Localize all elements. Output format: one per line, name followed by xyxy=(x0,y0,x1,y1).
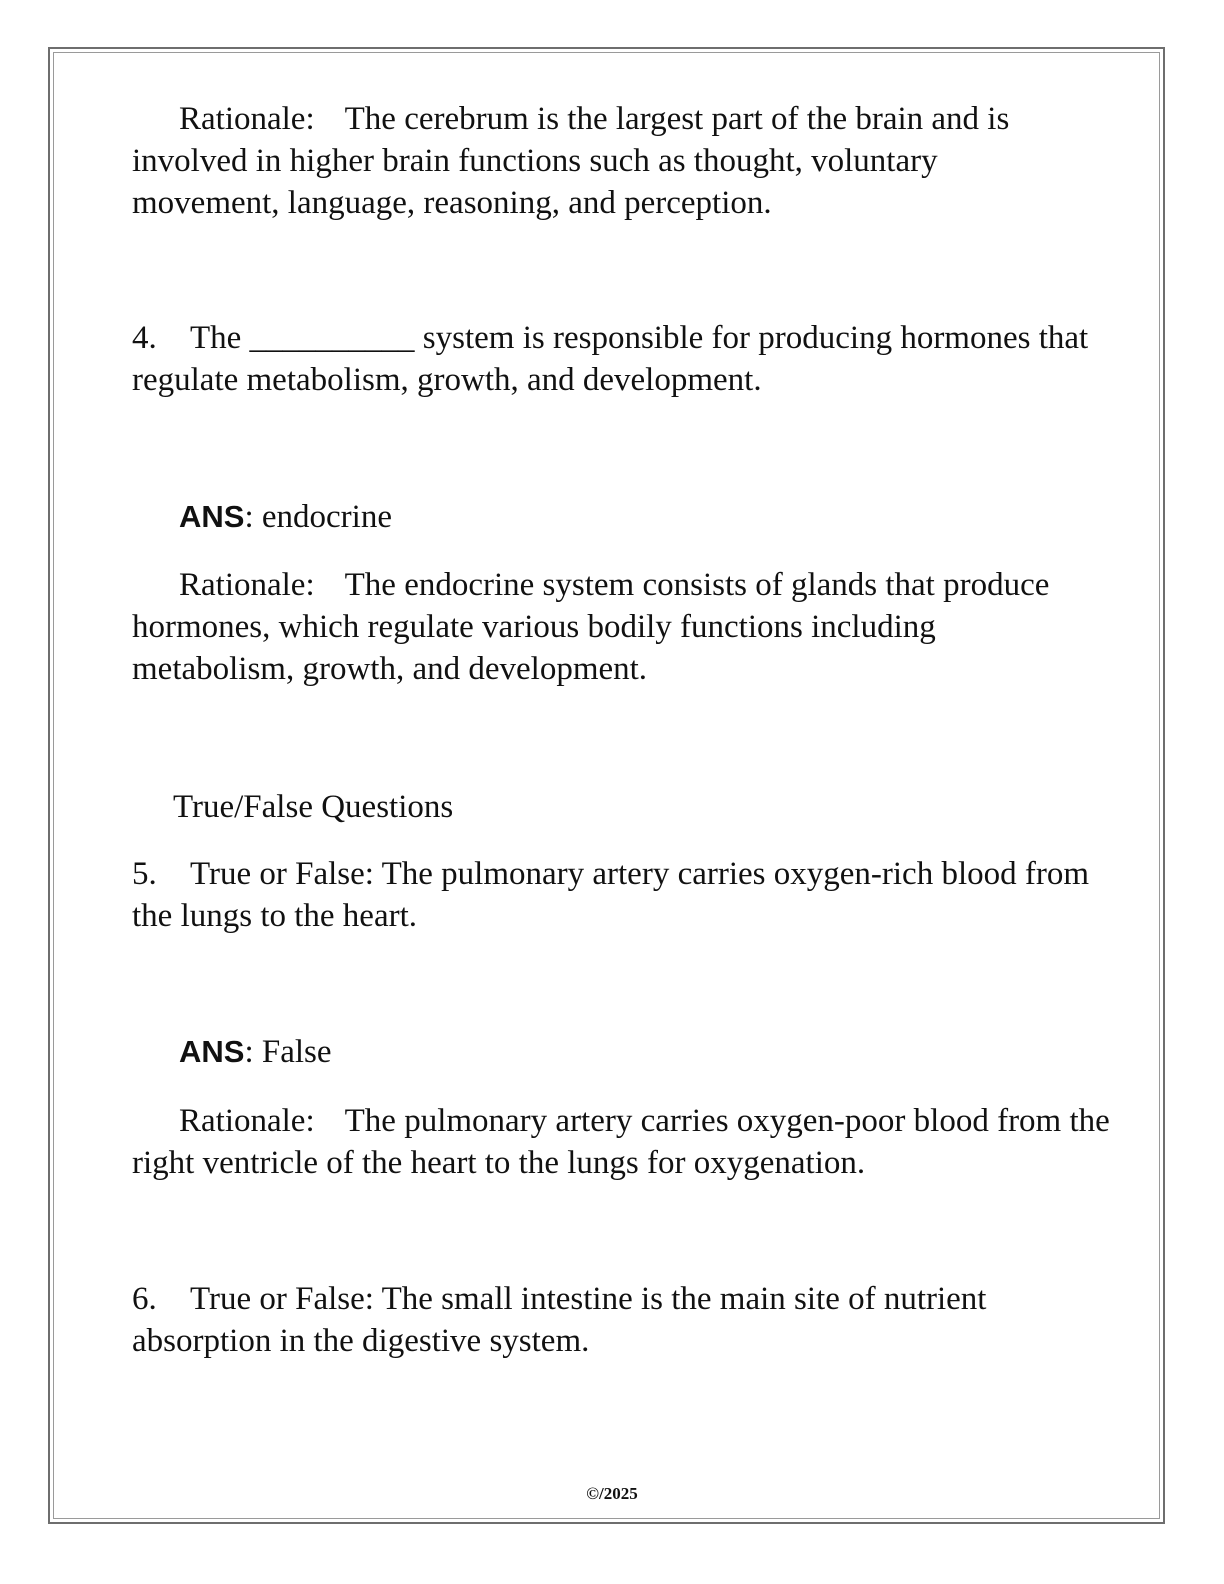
section-heading: True/False Questions xyxy=(173,789,454,825)
rationale-5-text: The pulmonary artery carries oxygen-poor blood from the right ventricle of the heart to the lungs for oxygenation. xyxy=(132,1103,1110,1181)
question-5 xyxy=(132,853,1092,937)
question-5-text: True or False: The pulmonary artery carries oxygen-rich blood from the lungs to the heart. xyxy=(132,856,1090,934)
question-6 xyxy=(132,1278,1092,1362)
rationale-3-text: The cerebrum is the largest part of the brain and is involved in higher brain functions such as thought, voluntary movement, language, reasoning, and perception. xyxy=(132,101,1010,221)
rationale-3-label: Rationale: xyxy=(179,101,315,137)
answer-4 xyxy=(132,496,1092,538)
rationale-4-label: Rationale: xyxy=(179,567,315,603)
question-4-number: 4. xyxy=(132,320,157,356)
question-6-text: True or False: The small intestine is the main site of nutrient absorption in the digestive system. xyxy=(132,1281,987,1359)
answer-4-label: ANS xyxy=(179,499,245,534)
answer-5 xyxy=(132,1031,1092,1073)
answer-4-value: : endocrine xyxy=(244,499,392,535)
copyright-footer: ©/2025 xyxy=(586,1484,638,1503)
rationale-5-label: Rationale: xyxy=(179,1103,315,1139)
answer-5-label: ANS xyxy=(179,1034,245,1069)
question-4-text: The __________ system is responsible for producing hormones that regulate metabolism, growth, and development. xyxy=(132,320,1089,398)
rationale-3 xyxy=(132,98,1092,224)
rationale-4 xyxy=(132,564,1092,690)
rationale-4-text: The endocrine system consists of glands that produce hormones, which regulate various bodily functions including metabolism, growth, and development. xyxy=(132,567,1050,687)
question-5-number: 5. xyxy=(132,856,157,892)
question-6-number: 6. xyxy=(132,1281,157,1317)
rationale-5 xyxy=(132,1100,1112,1184)
question-4 xyxy=(132,317,1092,401)
answer-5-value: : False xyxy=(244,1034,332,1070)
